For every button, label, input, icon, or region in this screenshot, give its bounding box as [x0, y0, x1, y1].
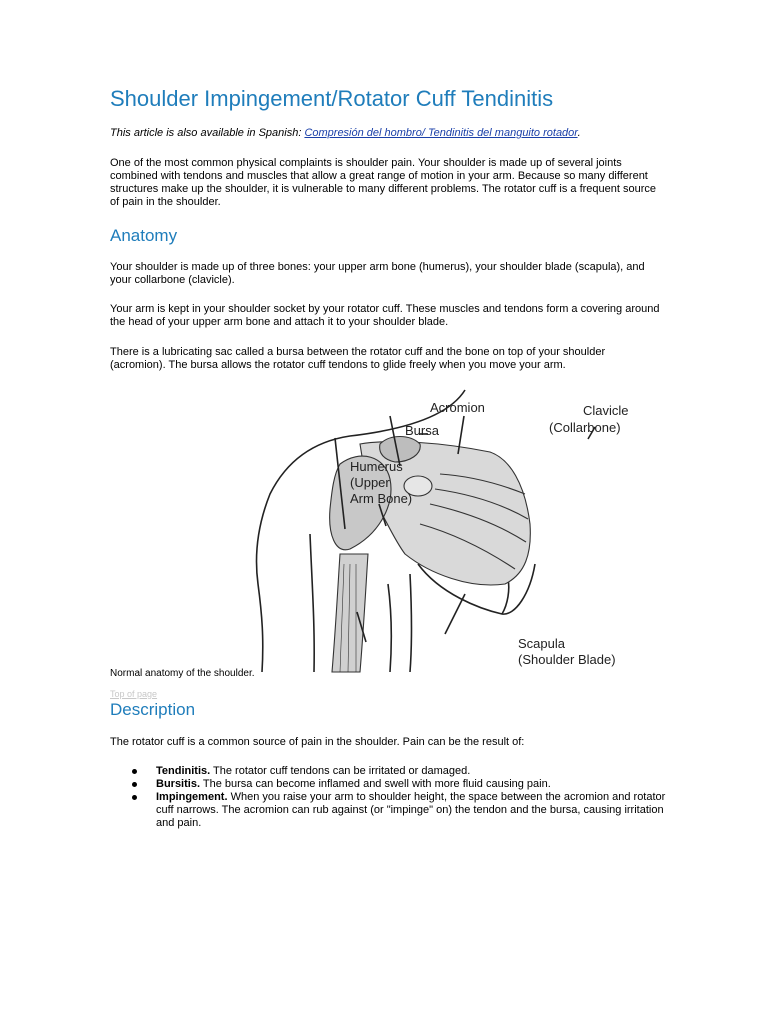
top-of-page-link[interactable]: Top of page	[110, 689, 158, 699]
anatomy-paragraph-2: Your arm is kept in your shoulder socket by your rotator cuff. These muscles and tendons form a covering around the head of your upper arm bone and attach it to your shoulder blade.	[110, 303, 660, 328]
bullet-icon	[132, 769, 137, 774]
intro-paragraph: One of the most common physical complaints is shoulder pain. Your shoulder is made up of several joints combined with tendons and muscles that allow a great range of motion in your arm. Because so many different structures make up the shoulder, it is vulnerable to many different problems. The rotator cuff is a frequent source of pain in the shoulder.	[110, 157, 657, 208]
bullet-icon	[132, 795, 137, 800]
description-heading: Description	[110, 700, 196, 719]
label-acromion: Acromion	[430, 400, 485, 415]
spanish-article-link[interactable]: Compresión del hombro/ Tendinitis del manguito rotador	[304, 127, 578, 139]
label-bursa: Bursa	[405, 423, 439, 438]
label-shoulder-blade: (Shoulder Blade)	[518, 652, 616, 667]
spanish-note-suffix: .	[577, 127, 581, 139]
list-term: Tendinitis.	[156, 765, 211, 777]
label-arm-bone: Arm Bone)	[350, 491, 413, 506]
list-item	[110, 791, 670, 830]
figure-caption: Normal anatomy of the shoulder.	[110, 668, 255, 679]
list-text: The bursa can become inflamed and swell with more fluid causing pain.	[200, 778, 551, 790]
description-intro: The rotator cuff is a common source of pain in the shoulder. Pain can be the result of:	[110, 736, 525, 748]
label-clavicle: Clavicle	[583, 403, 629, 418]
list-text: The rotator cuff tendons can be irritated or damaged.	[210, 765, 471, 777]
spanish-note	[110, 127, 581, 139]
list-text: When you raise your arm to shoulder height, the space between the acromion and rotator cuff narrows. The acromion can rub against (or "impinge" on) the tendon and the bursa, causing irritation and pain.	[156, 791, 666, 829]
bullet-icon	[132, 782, 137, 787]
list-term: Bursitis.	[156, 778, 201, 790]
list-item	[110, 765, 670, 778]
anatomy-heading: Anatomy	[110, 226, 178, 245]
list-term: Impingement.	[156, 791, 228, 803]
page-title: Shoulder Impingement/Rotator Cuff Tendinitis	[110, 86, 554, 111]
anatomy-paragraph-3: There is a lubricating sac called a bursa between the rotator cuff and the bone on top of your shoulder (acromion). The bursa allows the rotator cuff tendons to glide freely when you move your arm.	[110, 346, 606, 371]
list-item	[110, 778, 670, 791]
label-upper: (Upper	[350, 475, 390, 490]
label-collarbone: (Collarbone)	[549, 420, 621, 435]
label-scapula: Scapula	[518, 636, 565, 651]
anatomy-paragraph-1: Your shoulder is made up of three bones: your upper arm bone (humerus), your shoulder blade (scapula), and your collarbone (clavicle).	[110, 261, 645, 286]
shoulder-anatomy-illustration	[240, 384, 629, 672]
label-humerus: Humerus	[350, 459, 403, 474]
spanish-note-prefix: This article is also available in Spanish:	[110, 127, 305, 139]
cause-list	[110, 765, 670, 830]
